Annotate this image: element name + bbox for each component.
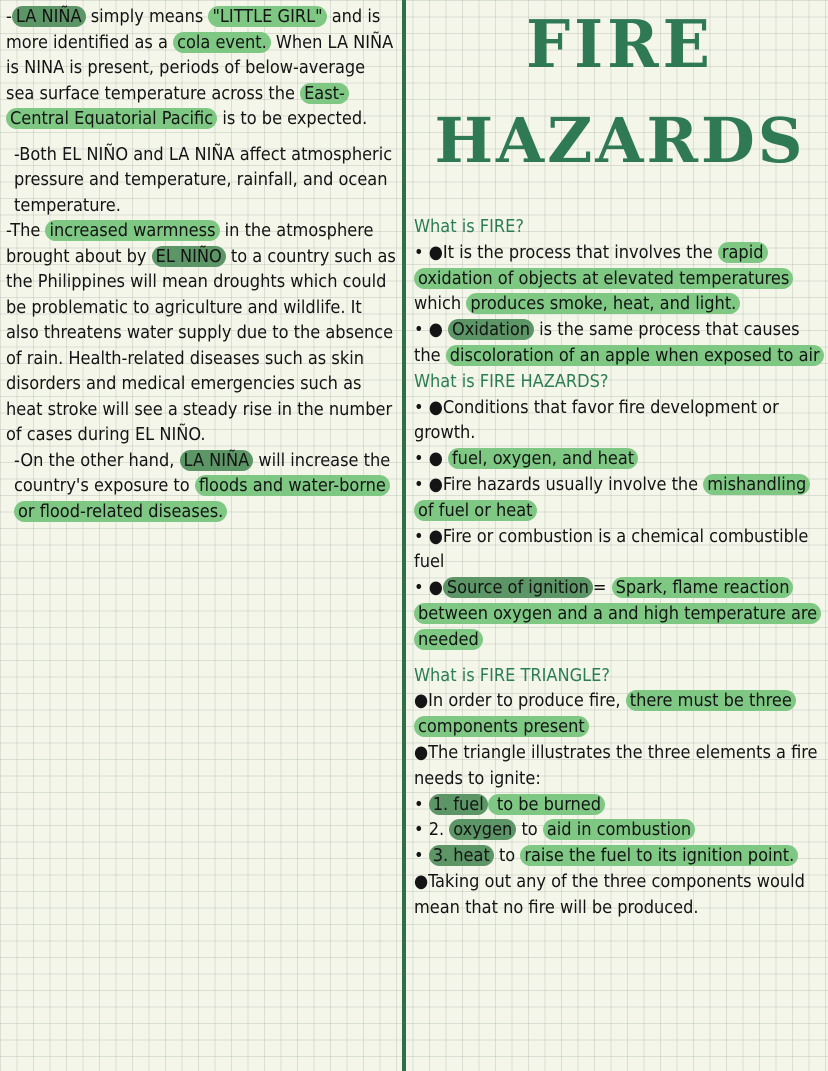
text: • ● (414, 319, 448, 341)
text: -The (6, 220, 46, 241)
text: in the atmosphere brought about by (6, 220, 374, 267)
highlight: aid in combustion (543, 819, 695, 840)
highlight: floods and water-borne or flood-related diseases. (14, 475, 390, 522)
text: which (414, 293, 467, 315)
highlight: raise the fuel to its ignition point. (520, 845, 798, 866)
text: • ● (414, 577, 443, 599)
text: ●The triangle illustrates the three elements a fire needs to ignite: (414, 741, 818, 789)
text: to (516, 819, 543, 841)
text: -On the other hand, (14, 449, 180, 471)
highlight: fuel, oxygen, and heat (448, 448, 638, 469)
highlight: oxygen (449, 819, 516, 840)
text: • ●Fire hazards usually involve the (414, 473, 704, 495)
text: is to be expected. (217, 108, 368, 129)
bullet-oxygen (414, 817, 826, 843)
question-what-is-fire-hazards: What is FIRE HAZARDS? (414, 370, 609, 392)
paragraph-both-affect (6, 142, 398, 219)
text: -Both EL NIÑO and LA NIÑA affect atmospheric pressure and temperature, rainfall, and ocean temperature. (14, 143, 393, 216)
text: • ●Fire or combustion is a chemical combustible fuel (414, 525, 809, 573)
highlight: LA NIÑA (180, 450, 254, 471)
highlight: discoloration of an apple when exposed to air (446, 345, 824, 366)
highlight: increased warmness (45, 220, 219, 241)
highlight: mishandling of fuel or heat (414, 474, 810, 521)
highlight: cola event. (173, 32, 271, 53)
page-title (414, 6, 826, 186)
bullet-fuel-oxygen-heat (414, 446, 826, 472)
bullet-combustion (414, 524, 826, 576)
highlight: Source of ignition (443, 577, 593, 598)
text: When LA NIÑA is NINA is present, periods of below-average sea surface temperature across the (6, 31, 394, 104)
highlight: "LITTLE GIRL" (208, 6, 326, 27)
left-column (6, 4, 398, 524)
text: ●Taking out any of the three components would mean that no fire will be produced. (414, 870, 805, 918)
column-divider (402, 0, 406, 1071)
bullet-heat (414, 843, 826, 869)
highlight: rapid oxidation of objects at elevated temperatures (414, 242, 793, 289)
question-what-is-fire: What is FIRE? (414, 216, 524, 237)
bullet-source-ignition (414, 575, 826, 652)
text: • (414, 845, 429, 867)
paragraph-other-hand (6, 448, 398, 525)
text: ●In order to produce fire, (414, 690, 626, 712)
highlight: there must be three components present (414, 690, 796, 737)
highlight: Spark, flame reaction between oxygen and a and high temperature are needed (414, 577, 821, 650)
bullet-fuel (414, 792, 826, 818)
bullet-taking-out (414, 869, 826, 921)
bullet-mishandling (414, 472, 826, 524)
highlight: produces smoke, heat, and light. (466, 293, 740, 314)
bullet-produce-fire (414, 688, 826, 740)
highlight: LA NIÑA (12, 6, 86, 27)
paragraph-la-nina (6, 4, 398, 132)
highlight: to be burned (488, 794, 605, 815)
right-column (414, 214, 826, 921)
text: • ●Conditions that favor fire development or growth. (414, 396, 779, 444)
text: to a country such as the Philippines will mean droughts which could be problematic to agriculture and wildlife. It also threatens water supply due to the absence of rain. Health-related diseases such as skin disorders and medical emergencies such as heat stroke will see a steady rise in the number of cases during EL NIÑO. (6, 245, 396, 445)
paragraph-el-nino (6, 218, 398, 448)
bullet-conditions (414, 395, 826, 447)
title-line-2: HAZARDS (434, 104, 806, 177)
bullet-triangle-illustrates (414, 740, 826, 792)
highlight: 1. fuel (429, 794, 488, 815)
text: and is more identified as a (6, 6, 381, 53)
text: is the same process that causes the (414, 319, 800, 366)
highlight: East-Central Equatorial Pacific (6, 83, 349, 130)
text: to (493, 845, 521, 867)
question-what-is-fire-triangle: What is FIRE TRIANGLE? (414, 664, 610, 686)
bullet-oxidation (414, 317, 826, 369)
text: • 2. (414, 819, 450, 841)
highlight: EL NIÑO (152, 246, 226, 267)
bullet-process (414, 240, 826, 317)
text: simply means (85, 6, 209, 27)
text: • ●It is the process that involves the (414, 241, 718, 263)
highlight: Oxidation (448, 319, 534, 340)
text: • ● (414, 448, 448, 470)
text: = (592, 577, 612, 599)
highlight: 3. heat (429, 845, 494, 866)
text: - (6, 6, 12, 27)
title-line-1: FIRE (526, 6, 714, 83)
text: • (414, 793, 429, 815)
text: will increase the country's exposure to (14, 449, 391, 496)
